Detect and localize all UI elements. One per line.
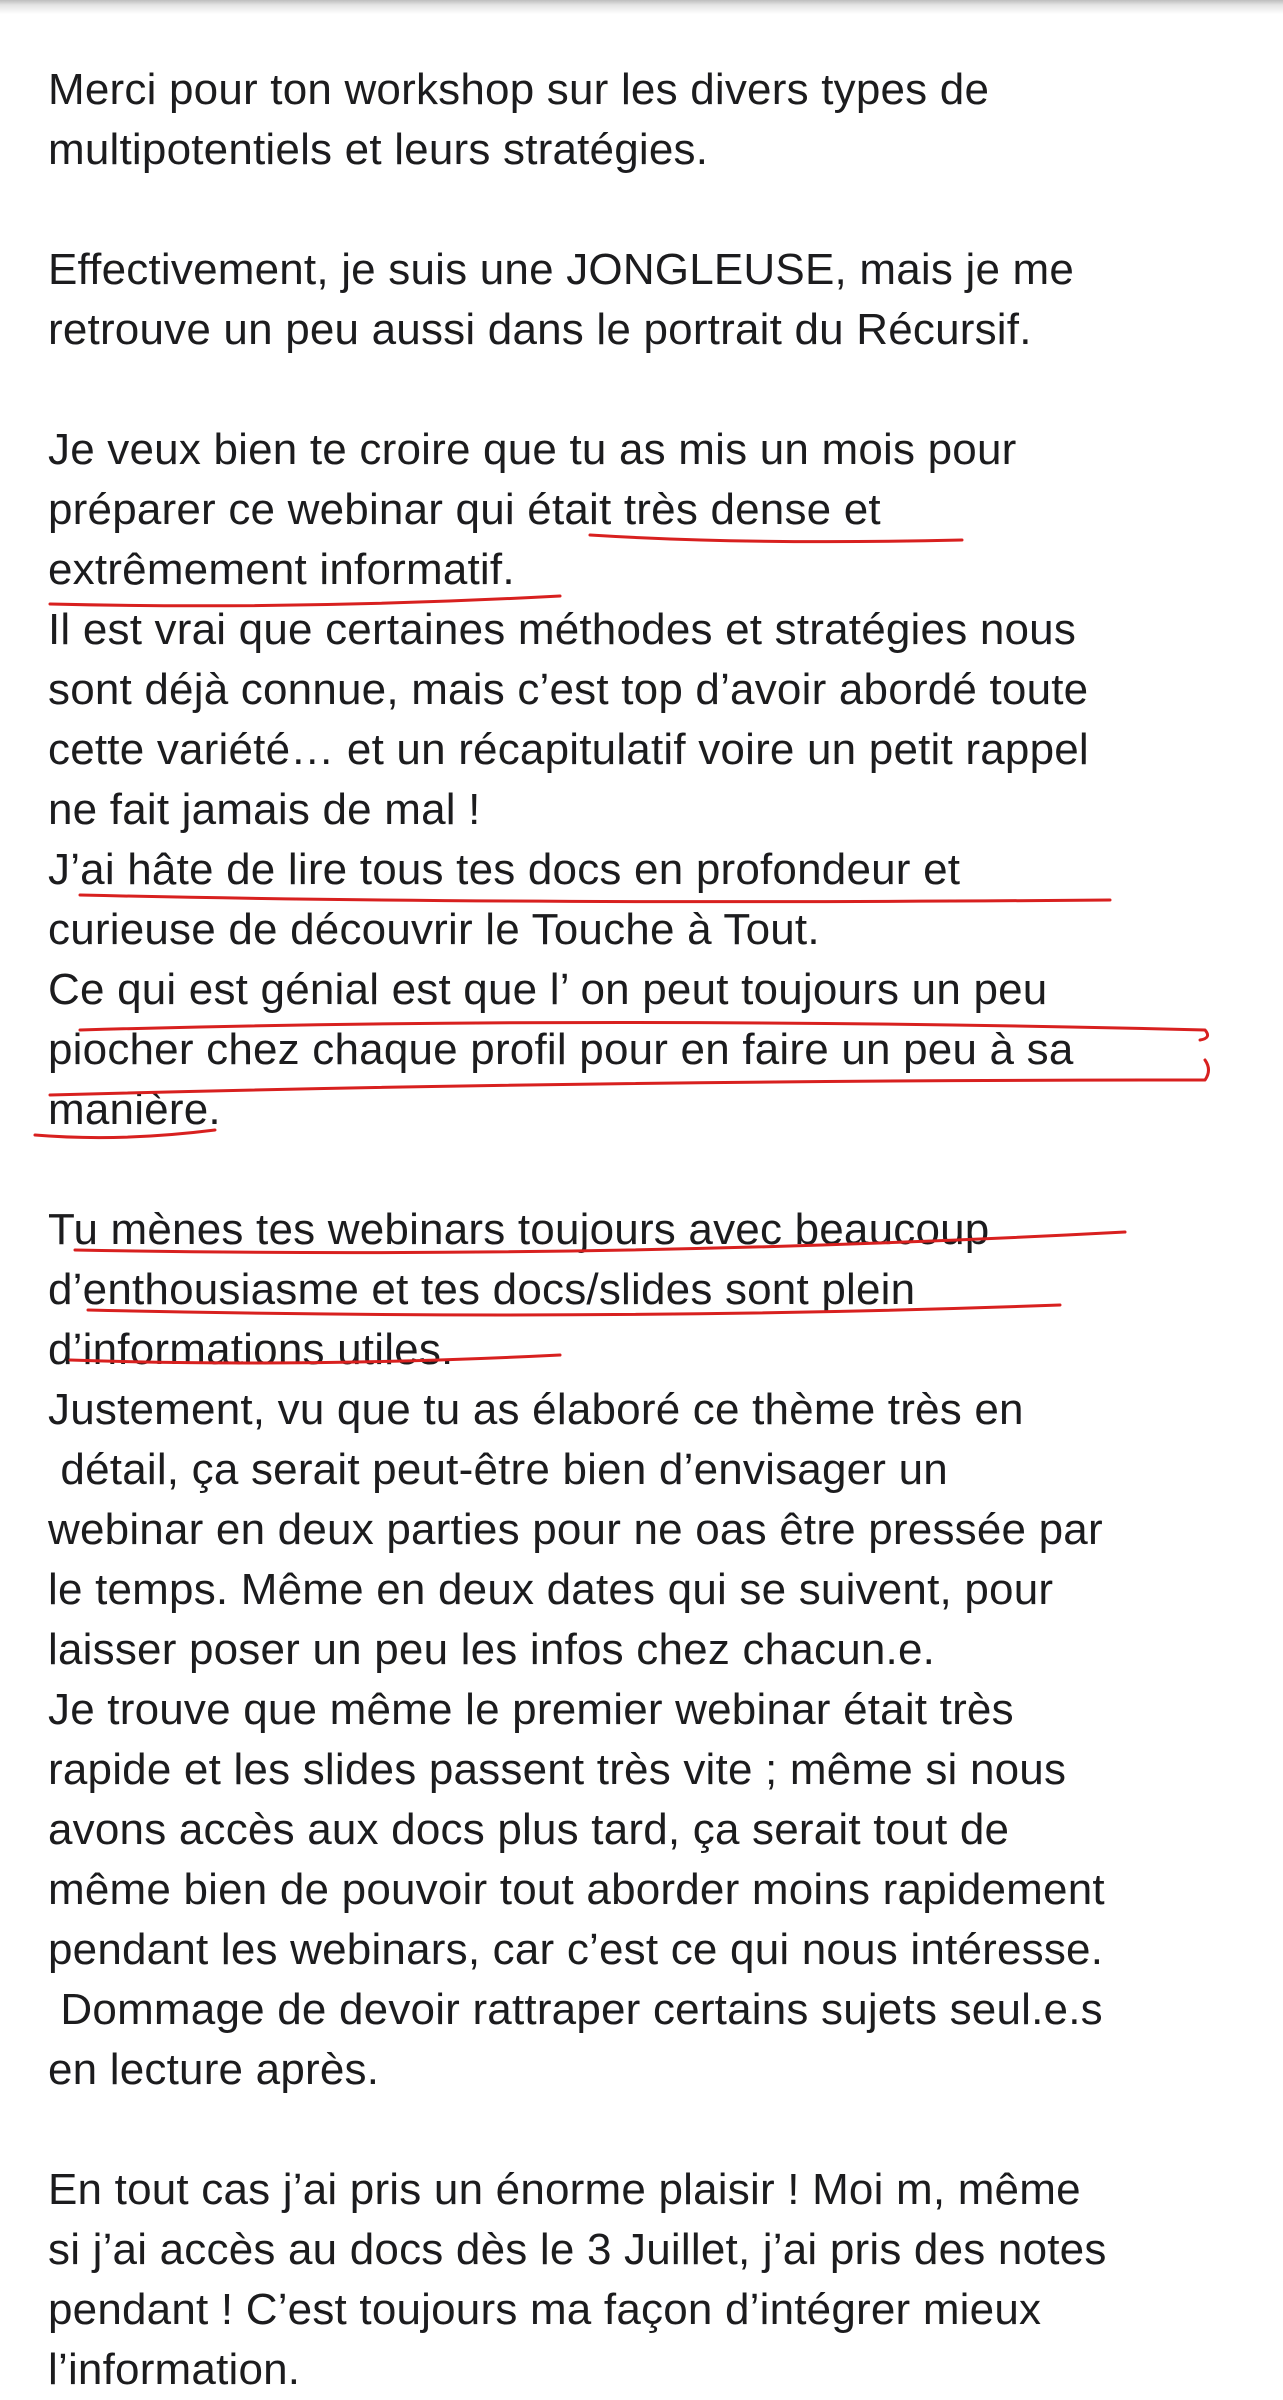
paragraph-gap [48, 180, 1258, 240]
text-line: cette variété… et un récapitulatif voire un petit rappel [48, 725, 1089, 774]
text-line: J’ai hâte de lire tous tes docs en profondeur et [48, 845, 961, 894]
text-line: laisser poser un peu les infos chez chacun.e. [48, 1625, 936, 1674]
text-line: rapide et les slides passent très vite ; même si nous [48, 1745, 1067, 1794]
text-line: extrêmement informatif. [48, 545, 515, 594]
text-line: Tu mènes tes webinars toujours avec beaucoup [48, 1205, 990, 1254]
text-line: Il est vrai que certaines méthodes et stratégies nous [48, 605, 1077, 654]
text-line: pendant les webinars, car c’est ce qui nous intéresse. [48, 1925, 1104, 1974]
text-line: pendant ! C’est toujours ma façon d’intégrer mieux [48, 2285, 1042, 2334]
text-line: Je trouve que même le premier webinar était très [48, 1685, 1014, 1734]
text-line: même bien de pouvoir tout aborder moins rapidement [48, 1865, 1105, 1914]
paragraph [48, 60, 1258, 180]
text-line: d’enthousiasme et tes docs/slides sont plein [48, 1265, 916, 1314]
text-line: sont déjà connue, mais c’est top d’avoir abordé toute [48, 665, 1089, 714]
top-shadow [0, 0, 1283, 14]
text-line: si j’ai accès au docs dès le 3 Juillet, j’ai pris des notes [48, 2225, 1107, 2274]
text-line: Ce qui est génial est que l’ on peut toujours un peu [48, 965, 1048, 1014]
document-body [48, 60, 1258, 2400]
text-line: Effectivement, je suis une JONGLEUSE, mais je me [48, 245, 1075, 294]
paragraph [48, 2160, 1258, 2400]
text-line: retrouve un peu aussi dans le portrait du Récursif. [48, 305, 1032, 354]
paragraph-gap [48, 1140, 1258, 1200]
text-line: Justement, vu que tu as élaboré ce thème très en [48, 1385, 1024, 1434]
text-line: préparer ce webinar qui était très dense et [48, 485, 881, 534]
text-line: d’informations utiles. [48, 1325, 454, 1374]
paragraph [48, 420, 1258, 1140]
text-line: En tout cas j’ai pris un énorme plaisir ! Moi m, même [48, 2165, 1081, 2214]
paragraph-gap [48, 2100, 1258, 2160]
text-line: ne fait jamais de mal ! [48, 785, 481, 834]
text-line: multipotentiels et leurs stratégies. [48, 125, 709, 174]
text-line: Je veux bien te croire que tu as mis un mois pour [48, 425, 1017, 474]
text-line: piocher chez chaque profil pour en faire un peu à sa [48, 1025, 1074, 1074]
paragraph [48, 240, 1258, 360]
text-line: avons accès aux docs plus tard, ça serait tout de [48, 1805, 1010, 1854]
paragraph [48, 1200, 1258, 2100]
text-line: Dommage de devoir rattraper certains sujets seul.e.s [48, 1985, 1103, 2034]
text-line: Merci pour ton workshop sur les divers types de [48, 65, 990, 114]
text-line: curieuse de découvrir le Touche à Tout. [48, 905, 820, 954]
text-line: manière. [48, 1085, 221, 1134]
paragraph-gap [48, 360, 1258, 420]
text-line: le temps. Même en deux dates qui se suivent, pour [48, 1565, 1054, 1614]
text-line: webinar en deux parties pour ne oas être pressée par [48, 1505, 1103, 1554]
text-line: l’information. [48, 2345, 301, 2394]
text-line: en lecture après. [48, 2045, 380, 2094]
text-line: détail, ça serait peut-être bien d’envisager un [48, 1445, 948, 1494]
